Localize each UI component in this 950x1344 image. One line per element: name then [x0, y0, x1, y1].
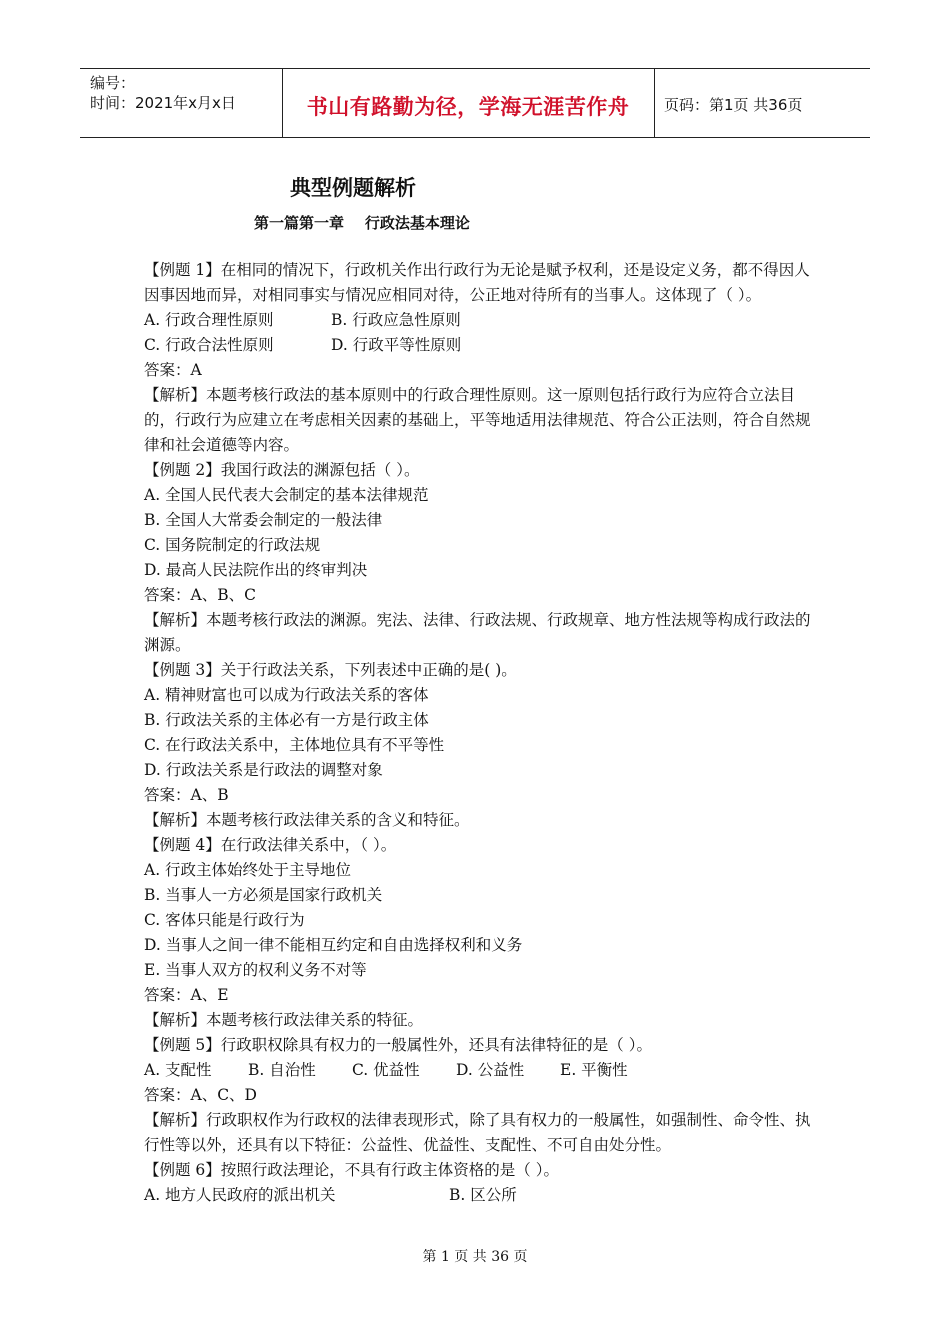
option: B. 行政法关系的主体必有一方是行政主体 — [144, 711, 429, 729]
question-stem: 【例题 4】在行政法律关系中，（ ）。 — [144, 836, 397, 854]
answer: 答案：A、B、C — [144, 586, 256, 604]
page-footer: 第 1 页 共 36 页 — [422, 1249, 528, 1265]
document-body — [144, 258, 812, 1208]
analysis: 【解析】行政职权作为行政权的法律表现形式，除了具有权力的一般属性，如强制性、命令性、执行性等以外，还具有以下特征：公益性、优益性、支配性、不可自由处分性。 — [144, 1111, 811, 1154]
option: A. 行政主体始终处于主导地位 — [144, 861, 352, 879]
header-divider — [654, 69, 655, 137]
question-stem: 【例题 5】行政职权除具有权力的一般属性外，还具有法律特征的是（ ）。 — [144, 1036, 652, 1054]
document-title: 典型例题解析 — [290, 176, 416, 200]
option: B. 当事人一方必须是国家行政机关 — [144, 886, 383, 904]
question-stem: 【例题 3】关于行政法关系，下列表述中正确的是( )。 — [144, 661, 517, 679]
option: A. 行政合理性原则 — [144, 311, 274, 329]
analysis: 【解析】本题考核行政法的渊源。宪法、法律、行政法规、行政规章、地方性法规等构成行政法的渊源。 — [144, 611, 811, 654]
option: C. 行政合法性原则 — [144, 336, 274, 354]
option: B. 行政应急性原则 — [331, 311, 461, 329]
option: A. 地方人民政府的派出机关 — [144, 1186, 336, 1204]
option: D. 公益性 — [456, 1061, 525, 1079]
option: E. 平衡性 — [560, 1061, 628, 1079]
option: C. 优益性 — [352, 1061, 420, 1079]
question-stem: 【例题 2】我国行政法的渊源包括（ ）。 — [144, 461, 420, 479]
option-row — [144, 1183, 812, 1208]
header-meta — [90, 73, 236, 113]
option: C. 国务院制定的行政法规 — [144, 536, 321, 554]
option: D. 最高人民法院作出的终审判决 — [144, 561, 368, 579]
page-header — [80, 68, 870, 138]
option: C. 客体只能是行政行为 — [144, 911, 305, 929]
option: D. 行政平等性原则 — [331, 336, 462, 354]
option-row — [144, 308, 812, 333]
answer: 答案：A、B — [144, 786, 229, 804]
analysis: 【解析】本题考核行政法律关系的含义和特征。 — [144, 811, 470, 829]
answer: 答案：A、E — [144, 986, 229, 1004]
option: B. 自治性 — [248, 1061, 316, 1079]
option: D. 当事人之间一律不能相互约定和自由选择权利和义务 — [144, 936, 523, 954]
option: A. 支配性 — [144, 1061, 212, 1079]
document-date: 时间：2021年x月x日 — [90, 94, 236, 112]
header-motto: 书山有路勤为径，学海无涯苦作舟 — [306, 95, 630, 119]
chapter-subtitle: 第一篇第一章 行政法基本理论 — [254, 214, 470, 232]
document-number-label: 编号： — [90, 74, 136, 92]
option: C. 在行政法关系中，主体地位具有不平等性 — [144, 736, 445, 754]
header-page-info: 页码：第1页 共36页 — [664, 96, 803, 114]
option: B. 区公所 — [449, 1186, 517, 1204]
option: A. 全国人民代表大会制定的基本法律规范 — [144, 486, 429, 504]
option: A. 精神财富也可以成为行政法关系的客体 — [144, 686, 429, 704]
option: B. 全国人大常委会制定的一般法律 — [144, 511, 383, 529]
option: D. 行政法关系是行政法的调整对象 — [144, 761, 383, 779]
answer: 答案：A、C、D — [144, 1086, 257, 1104]
analysis: 【解析】本题考核行政法的基本原则中的行政合理性原则。这一原则包括行政行为应符合立法目的，行政行为应建立在考虑相关因素的基础上，平等地适用法律规范、符合公正法则，符合自然规律和社会道德等内容。 — [144, 386, 811, 454]
analysis: 【解析】本题考核行政法律关系的特征。 — [144, 1011, 424, 1029]
question-stem: 【例题 1】在相同的情况下，行政机关作出行政行为无论是赋予权利，还是设定义务，都不得因人因事因地而异，对相同事实与情况应相同对待，公正地对待所有的当事人。这体现了（ ）。 — [144, 261, 810, 304]
option-row — [144, 1058, 812, 1083]
question-stem: 【例题 6】按照行政法理论，不具有行政主体资格的是（ ）。 — [144, 1161, 559, 1179]
option-row — [144, 333, 812, 358]
option: E. 当事人双方的权利义务不对等 — [144, 961, 367, 979]
answer: 答案：A — [144, 361, 202, 379]
